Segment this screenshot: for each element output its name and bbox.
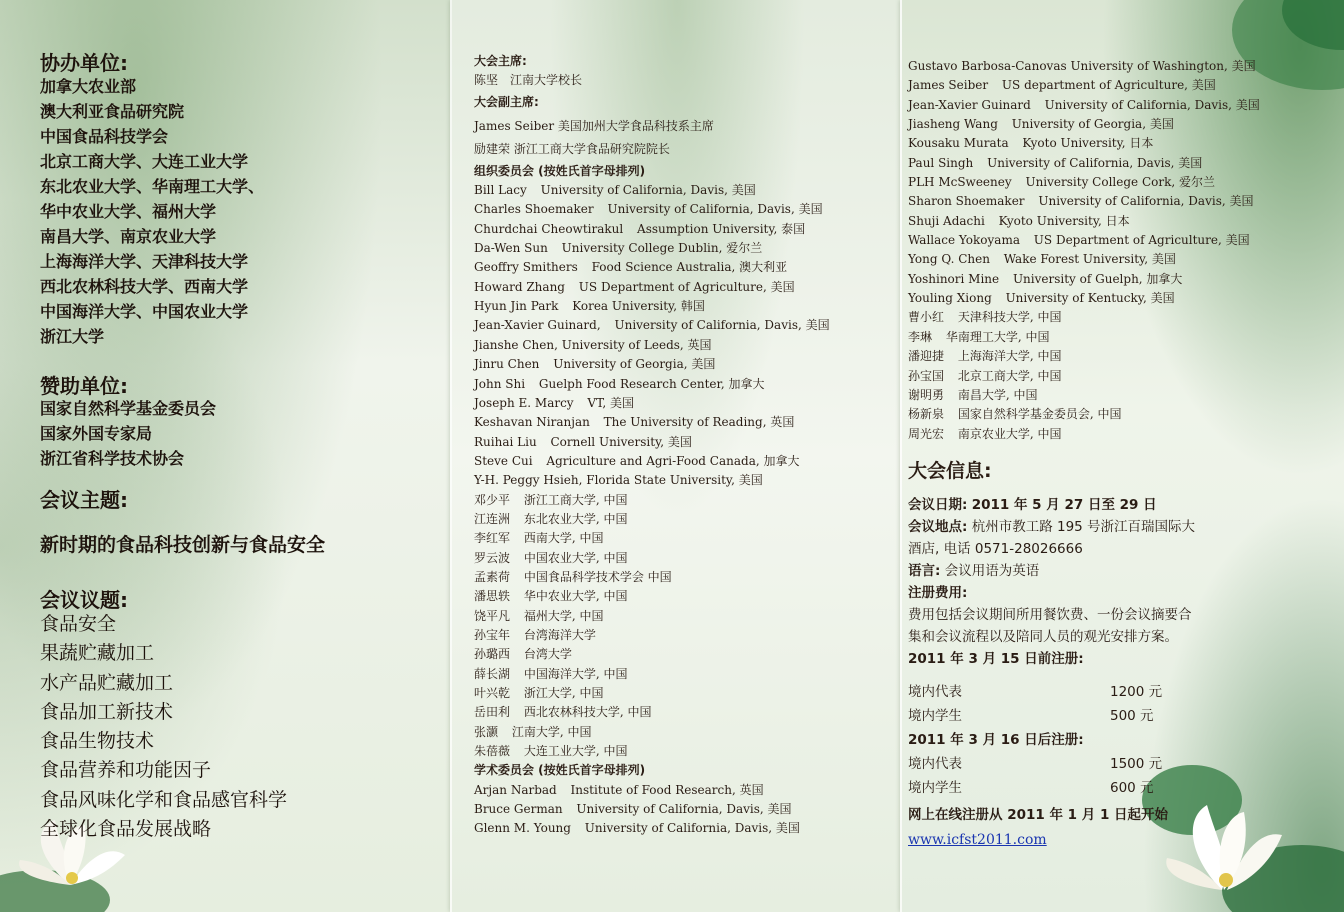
date-label: 会议日期: (908, 497, 968, 513)
member-name: Sharon Shoemaker (908, 194, 1025, 209)
member-name: 饶平凡 (474, 608, 511, 623)
list-item: 华中农业大学、福州大学 (40, 202, 217, 221)
member-affiliation: 华南理工大学, 中国 (942, 329, 1050, 344)
list-item: 食品营养和功能因子 (40, 759, 212, 782)
list-item: 食品风味化学和食品感官科学 (40, 788, 288, 811)
member-affiliation: 中国食品科学技术学会 中国 (520, 569, 672, 584)
theme-heading: 会议主题: (40, 488, 128, 512)
member-row (474, 587, 830, 606)
member-name: 周光宏 (908, 426, 945, 441)
member-affiliation: 中国海洋大学, 中国 (520, 666, 628, 681)
fee-heading: 注册费用: (908, 585, 968, 601)
fee-type: 境内代表 (908, 684, 962, 700)
member-affiliation: 上海海洋大学, 中国 (954, 349, 1062, 364)
member-affiliation: Agriculture and Agri-Food Canada, 加拿大 (542, 453, 800, 468)
member-name: Shuji Adachi (908, 213, 985, 228)
chair-heading: 大会主席: (474, 54, 527, 68)
list-item: 食品加工新技术 (40, 700, 174, 723)
member-affiliation: 国家自然科学基金委员会, 中国 (954, 407, 1122, 422)
member-name: 孟素荷 (474, 569, 511, 584)
member-affiliation: University of California, Davis, 美国 (603, 202, 823, 217)
vicechair-item: 励建荣 浙江工商大学食品研究院院长 (474, 142, 670, 157)
topics-list (40, 610, 287, 844)
member-row (474, 394, 830, 413)
member-row (908, 212, 1266, 231)
member-name: 曹小红 (908, 310, 945, 325)
member-row (908, 57, 1266, 76)
member-row (474, 200, 830, 219)
member-name: Kousaku Murata (908, 136, 1009, 151)
member-affiliation: Wake Forest University, 美国 (999, 252, 1176, 267)
list-item: 全球化食品发展战略 (40, 818, 212, 841)
member-row (908, 270, 1266, 289)
member-name: Da-Wen Sun (474, 241, 548, 256)
lang-value: 会议用语为英语 (944, 563, 1040, 579)
member-row (474, 510, 830, 529)
member-name: 岳田利 (474, 705, 511, 720)
member-affiliation: University College Dublin, 爱尔兰 (557, 241, 763, 256)
chair-text: 陈坚 江南大学校长 (474, 73, 583, 88)
venue-value-cont: 酒店, 电话 0571-28026666 (908, 541, 1083, 557)
member-affiliation: 东北农业大学, 中国 (520, 511, 628, 526)
list-item: 浙江大学 (40, 327, 105, 346)
lang-label: 语言: (908, 563, 941, 579)
info-block (908, 494, 1338, 670)
member-name: Wallace Yokoyama (908, 233, 1020, 248)
member-row (908, 328, 1266, 347)
member-row (908, 173, 1266, 192)
cohost-heading: 协办单位: (40, 51, 128, 75)
member-affiliation: University of Kentucky, 美国 (1001, 291, 1175, 306)
member-affiliation: University of Guelph, 加拿大 (1009, 271, 1183, 286)
member-affiliation: US department of Agriculture, 美国 (998, 78, 1216, 93)
member-affiliation: Cornell University, 美国 (546, 434, 692, 449)
member-row (474, 703, 830, 722)
member-name: Glenn M. Young (474, 821, 571, 836)
member-row (474, 781, 830, 800)
member-row (474, 433, 830, 452)
member-affiliation: Korea University, 韩国 (568, 299, 705, 314)
member-name: 潘思轶 (474, 589, 511, 604)
member-row (908, 425, 1266, 444)
member-affiliation: 南京农业大学, 中国 (954, 426, 1062, 441)
member-affiliation: 天津科技大学, 中国 (954, 310, 1062, 325)
website-link[interactable]: www.icfst2011.com (908, 832, 1047, 848)
member-row (908, 386, 1266, 405)
member-row (474, 626, 830, 645)
member-row (474, 220, 830, 239)
member-name: PLH McSweeney (908, 175, 1012, 190)
member-affiliation: 江南大学, 中国 (508, 724, 592, 739)
member-name: Keshavan Niranjan (474, 415, 590, 430)
member-affiliation: US Department of Agriculture, 美国 (574, 279, 795, 294)
date-row (908, 494, 1338, 516)
member-affiliation: University College Cork, 爱尔兰 (1021, 175, 1215, 190)
fee-description: 集和会议流程以及陪同人员的观光安排方案。 (908, 629, 1178, 645)
member-row (474, 665, 830, 684)
member-affiliation: 西北农林科技大学, 中国 (520, 705, 652, 720)
member-name: 孙宝国 (908, 368, 945, 383)
member-row (474, 645, 830, 664)
member-name: Yong Q. Chen (908, 252, 990, 267)
left-panel (0, 0, 452, 912)
member-name: Paul Singh (908, 155, 974, 170)
member-affiliation: University of California, Davis, 美国 (572, 802, 792, 817)
member-name: 叶兴乾 (474, 686, 511, 700)
member-name: Jean-Xavier Guinard (908, 97, 1031, 112)
list-item: 中国食品科技学会 (40, 127, 169, 146)
vicechair-item: James Seiber 美国加州大学食品科技系主席 (474, 119, 714, 134)
fee-row (908, 776, 1208, 800)
fee-row (908, 752, 1208, 776)
sponsor-list (40, 396, 216, 471)
member-row (474, 278, 830, 297)
member-name: Bruce German (474, 802, 563, 817)
acad-committee-list-cont (908, 57, 1266, 444)
member-row (474, 529, 830, 548)
member-row (908, 405, 1266, 424)
fee-row (908, 704, 1208, 728)
member-row (908, 308, 1266, 327)
member-row (474, 239, 830, 258)
member-name: Charles Shoemaker (474, 202, 594, 217)
member-affiliation: 中国农业大学, 中国 (520, 550, 628, 565)
member-affiliation: University of California, Davis, 美国 (1040, 97, 1260, 112)
member-affiliation: 浙江大学, 中国 (520, 686, 604, 700)
member-name: 孙宝年 (474, 627, 511, 642)
member-name: Hyun Jin Park (474, 299, 559, 314)
member-affiliation: 台湾大学 (520, 647, 572, 662)
member-row (474, 181, 830, 200)
member-affiliation: 北京工商大学, 中国 (954, 368, 1062, 383)
vicechair-heading: 大会副主席: (474, 94, 539, 109)
list-item: 果蔬贮藏加工 (40, 642, 155, 665)
member-row (474, 336, 830, 355)
list-item: 北京工商大学、大连工业大学 (40, 152, 249, 171)
fee-type: 境内学生 (908, 708, 962, 724)
list-item: 食品生物技术 (40, 730, 155, 753)
member-row (474, 297, 830, 316)
member-affiliation: 西南大学, 中国 (520, 531, 604, 546)
member-affiliation: University of California, Davis, 美国 (983, 155, 1203, 170)
list-item: 国家自然科学基金委员会 (40, 399, 217, 418)
list-item: 浙江省科学技术协会 (40, 449, 185, 468)
member-row (474, 723, 830, 742)
member-name: 杨新泉 (908, 407, 945, 422)
fee-amount: 1200 元 (1110, 684, 1163, 700)
member-row (474, 607, 830, 626)
member-row (474, 258, 830, 277)
venue-row (908, 516, 1338, 538)
member-row (474, 549, 830, 568)
member-name: James Seiber (908, 78, 989, 93)
member-row (474, 742, 830, 761)
list-item: 东北农业大学、华南理工大学、 (40, 177, 265, 196)
member-affiliation: 大连工业大学, 中国 (520, 744, 628, 759)
list-item: 加拿大农业部 (40, 77, 137, 96)
org-heading: 组织委员会 (按姓氏首字母排列) (474, 163, 646, 178)
member-name: 朱蓓薇 (474, 744, 511, 759)
info-heading: 大会信息: (908, 460, 992, 482)
member-row (474, 568, 830, 587)
member-row (474, 800, 830, 819)
member-affiliation: VT, 美国 (583, 395, 634, 410)
online-registration-text: 网上在线注册从 2011 年 1 月 1 日起开始 (908, 807, 1169, 823)
middle-panel (452, 0, 902, 912)
member-name: Arjan Narbad (474, 782, 557, 797)
right-panel (902, 0, 1344, 912)
acad-committee-list (474, 781, 830, 839)
member-affiliation: Guelph Food Research Center, 加拿大 (535, 376, 765, 391)
member-name: Howard Zhang (474, 279, 565, 294)
member-affiliation: University of California, Davis, 美国 (1034, 194, 1254, 209)
member-name: Jianshe Chen, University of Leeds, 英国 (474, 337, 712, 352)
list-item: 水产品贮藏加工 (40, 671, 174, 694)
list-item: 南昌大学、南京农业大学 (40, 227, 217, 246)
member-name: Gustavo Barbosa-Canovas University of Washington, 美国 (908, 59, 1256, 73)
list-item: 西北农林科技大学、西南大学 (40, 277, 249, 296)
member-name: 张灏 (474, 724, 499, 739)
member-row (908, 115, 1266, 134)
member-row (908, 289, 1266, 308)
member-row (474, 819, 830, 838)
member-name: Y-H. Peggy Hsieh, Florida State University, 美国 (474, 473, 763, 488)
fee-amount: 500 元 (1110, 708, 1154, 724)
member-name: 邓少平 (474, 492, 511, 507)
member-affiliation: 台湾海洋大学 (520, 627, 596, 642)
member-name: Ruihai Liu (474, 434, 537, 449)
sponsor-heading: 赞助单位: (40, 374, 128, 398)
venue-value: 杭州市教工路 195 号浙江百瑞国际大 (971, 519, 1196, 535)
member-name: 李红军 (474, 531, 511, 546)
member-affiliation: The University of Reading, 英国 (599, 415, 795, 430)
member-affiliation: Food Science Australia, 澳大利亚 (587, 260, 788, 275)
lang-row (908, 560, 1338, 582)
fee-description: 费用包括会议期间所用餐饮费、一份会议摘要合 (908, 607, 1192, 623)
theme-text: 新时期的食品科技创新与食品安全 (40, 534, 326, 556)
early-label: 2011 年 3 月 15 日前注册: (908, 651, 1084, 667)
member-affiliation: 浙江工商大学, 中国 (520, 492, 628, 507)
member-name: 谢明勇 (908, 387, 945, 402)
member-affiliation: University of California, Davis, 美国 (580, 821, 800, 836)
member-affiliation: University of California, Davis, 美国 (610, 318, 830, 333)
member-affiliation: University of California, Davis, 美国 (536, 183, 756, 198)
list-item: 食品安全 (40, 613, 117, 635)
member-name: Joseph E. Marcy (474, 395, 574, 410)
member-row (908, 134, 1266, 153)
member-name: John Shi (474, 376, 526, 391)
list-item: 国家外国专家局 (40, 424, 153, 443)
member-row (908, 250, 1266, 269)
member-row (474, 413, 830, 432)
member-name: Jean-Xavier Guinard, (474, 318, 601, 333)
member-name: 薛长湖 (474, 666, 511, 681)
member-row (908, 154, 1266, 173)
member-affiliation: US Department of Agriculture, 美国 (1029, 233, 1250, 248)
cohost-list (40, 74, 264, 349)
member-row (474, 355, 830, 374)
member-name: Churdchai Cheowtirakul (474, 221, 624, 236)
member-affiliation: University of Georgia, 美国 (1007, 117, 1174, 132)
member-row (908, 96, 1266, 115)
member-row (474, 684, 830, 703)
fee-amount: 1500 元 (1110, 756, 1163, 772)
member-name: Jiasheng Wang (908, 117, 998, 132)
member-name: Geoffry Smithers (474, 260, 578, 275)
member-row (908, 76, 1266, 95)
member-row (474, 316, 830, 335)
member-row (474, 471, 830, 490)
late-label: 2011 年 3 月 16 日后注册: (908, 732, 1084, 748)
member-name: 罗云波 (474, 550, 511, 565)
member-affiliation: Assumption University, 泰国 (633, 221, 806, 236)
topics-heading: 会议议题: (40, 588, 128, 612)
member-affiliation: Institute of Food Research, 英国 (566, 782, 764, 797)
fee-amount: 600 元 (1110, 780, 1154, 796)
member-name: Bill Lacy (474, 183, 527, 198)
committee-block (474, 52, 830, 839)
member-affiliation: Kyoto University, 日本 (1018, 136, 1154, 151)
member-row (474, 452, 830, 471)
fee-type: 境内学生 (908, 780, 962, 796)
member-name: 潘迎捷 (908, 349, 945, 364)
org-committee-list (474, 181, 830, 761)
list-item: 澳大利亚食品研究院 (40, 102, 185, 121)
member-affiliation: Kyoto University, 日本 (994, 213, 1130, 228)
member-name: Jinru Chen (474, 357, 540, 372)
member-row (474, 375, 830, 394)
member-name: Youling Xiong (908, 291, 992, 306)
list-item: 上海海洋大学、天津科技大学 (40, 252, 249, 271)
list-item: 中国海洋大学、中国农业大学 (40, 302, 249, 321)
member-row (908, 367, 1266, 386)
member-name: 江连洲 (474, 511, 511, 526)
fee-table (908, 680, 1208, 800)
acad-heading: 学术委员会 (按姓氏首字母排列) (474, 763, 646, 778)
member-name: Yoshinori Mine (908, 271, 1000, 286)
fee-row (908, 680, 1208, 704)
member-row (908, 347, 1266, 366)
member-affiliation: 福州大学, 中国 (520, 608, 604, 623)
member-affiliation: 华中农业大学, 中国 (520, 589, 628, 604)
member-name: 李琳 (908, 329, 933, 344)
member-affiliation: 南昌大学, 中国 (954, 387, 1038, 402)
member-affiliation: University of Georgia, 美国 (549, 357, 716, 372)
member-row (474, 491, 830, 510)
member-row (908, 192, 1266, 211)
fee-type: 境内代表 (908, 756, 962, 772)
member-row (908, 231, 1266, 250)
member-name: 孙璐西 (474, 647, 511, 662)
date-value: 2011 年 5 月 27 日至 29 日 (971, 497, 1157, 513)
venue-label: 会议地点: (908, 519, 968, 535)
member-name: Steve Cui (474, 453, 533, 468)
